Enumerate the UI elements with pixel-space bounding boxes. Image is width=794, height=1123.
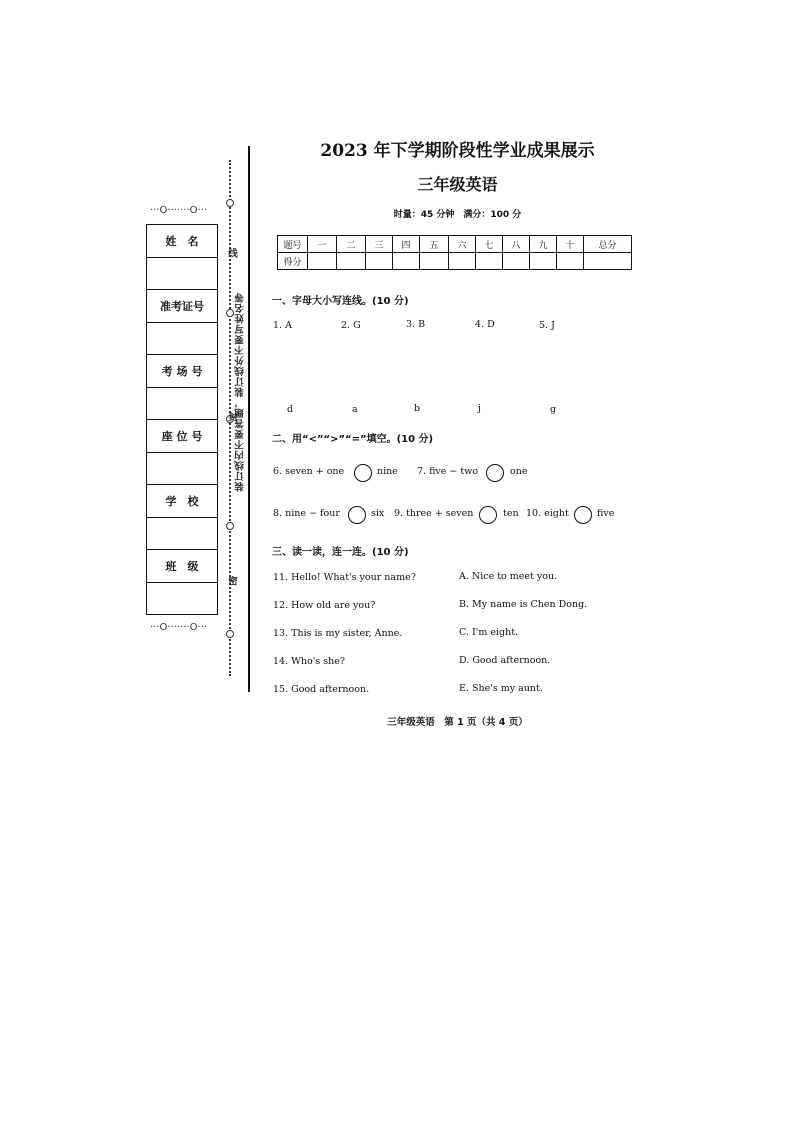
match-question: 14. Who's she? <box>273 656 345 667</box>
score-table-cell: 六 <box>449 236 476 253</box>
page-subtitle: 三年级英语 <box>417 175 498 194</box>
question-7-right: one <box>510 466 528 477</box>
question-10-right: five <box>597 508 615 519</box>
lower-letter-item: a <box>352 404 358 415</box>
score-entry-cell[interactable] <box>337 253 366 270</box>
binding-mark-seal: 封 <box>226 412 237 423</box>
upper-letter-item: 2. G <box>341 320 361 331</box>
score-table-cell: 四 <box>393 236 420 253</box>
score-table-cell: 题号 <box>278 236 308 253</box>
score-table-cell: 一 <box>308 236 337 253</box>
match-answer: B. My name is Chen Dong. <box>459 599 588 610</box>
score-entry-cell[interactable] <box>530 253 557 270</box>
field-room-label: 考 场 号 <box>147 355 217 388</box>
question-10-left: 10. eight <box>526 508 569 519</box>
score-entry-cell[interactable] <box>503 253 530 270</box>
score-table-cell: 七 <box>476 236 503 253</box>
binding-ring-icon <box>226 630 234 638</box>
lower-letter-item: b <box>414 403 421 414</box>
page-title: 2023 年下学期阶段性学业成果展示 <box>320 141 595 161</box>
field-school-input[interactable] <box>147 518 217 551</box>
section2-heading: 二、用“<”“>”“=”填空。(10 分) <box>272 434 434 445</box>
answer-circle[interactable] <box>479 506 497 524</box>
binding-mark-secret: 密 <box>226 576 237 587</box>
upper-letter-item: 5. J <box>539 320 555 331</box>
section3-heading: 三、读一读，连一连。(10 分) <box>272 547 409 558</box>
field-exam-id-input[interactable] <box>147 323 217 356</box>
field-room-input[interactable] <box>147 388 217 421</box>
upper-letter-item: 4. D <box>475 319 495 330</box>
field-class-label: 班 级 <box>147 550 217 583</box>
score-table-header-row <box>278 236 632 253</box>
score-table-cell: 三 <box>366 236 393 253</box>
field-name-input[interactable] <box>147 258 217 291</box>
score-table-cell: 二 <box>337 236 366 253</box>
field-exam-id-label: 准考证号 <box>147 290 217 323</box>
score-table-cell: 得分 <box>278 253 308 270</box>
field-class-input[interactable] <box>147 583 217 615</box>
binding-deco-top: ···O·······O··· <box>150 205 208 216</box>
score-entry-cell[interactable] <box>366 253 393 270</box>
lower-letter-item: j <box>478 403 481 414</box>
score-table-cell: 九 <box>530 236 557 253</box>
field-seat-label: 座 位 号 <box>147 420 217 453</box>
lower-letter-item: d <box>287 404 294 415</box>
match-question: 12. How old are you? <box>273 600 376 611</box>
score-entry-cell[interactable] <box>420 253 449 270</box>
upper-letter-item: 3. B <box>406 319 426 330</box>
lower-letter-item: g <box>550 404 557 415</box>
score-table-cell: 十 <box>557 236 584 253</box>
score-table-score-row <box>278 253 632 270</box>
student-info-box <box>146 224 218 615</box>
question-9-left: 9. three + seven <box>394 508 474 519</box>
upper-letter-item: 1. A <box>273 320 292 331</box>
score-table-cell: 五 <box>420 236 449 253</box>
answer-circle[interactable] <box>486 464 504 482</box>
question-8-left: 8. nine − four <box>273 508 340 519</box>
question-9-right: ten <box>503 508 519 519</box>
match-question: 15. Good afternoon. <box>273 684 370 695</box>
score-table <box>277 235 632 270</box>
section1-heading: 一、字母大小写连线。(10 分) <box>272 296 409 307</box>
match-question: 11. Hello! What's your name? <box>273 572 416 583</box>
score-entry-cell[interactable] <box>476 253 503 270</box>
answer-circle[interactable] <box>354 464 372 482</box>
binding-notice: 装订线内不要答题，装订线外不要写姓名等 <box>235 292 246 492</box>
binding-solid-line <box>248 146 250 692</box>
field-seat-input[interactable] <box>147 453 217 486</box>
field-school-label: 学 校 <box>147 485 217 518</box>
answer-circle[interactable] <box>348 506 366 524</box>
score-entry-cell[interactable] <box>557 253 584 270</box>
score-entry-cell[interactable] <box>584 253 632 270</box>
page-footer: 三年级英语 第 1 页（共 4 页） <box>387 717 528 728</box>
binding-ring-icon <box>226 199 234 207</box>
question-6-right: nine <box>377 466 398 477</box>
score-table-cell: 八 <box>503 236 530 253</box>
match-answer: D. Good afternoon. <box>459 655 551 666</box>
question-8-right: six <box>371 508 385 519</box>
question-7-left: 7. five − two <box>417 466 479 477</box>
score-entry-cell[interactable] <box>393 253 420 270</box>
question-6-left: 6. seven + one <box>273 466 345 477</box>
answer-circle[interactable] <box>574 506 592 524</box>
field-name-label: 姓 名 <box>147 225 217 258</box>
match-answer: E. She's my aunt. <box>459 683 543 694</box>
binding-deco-bottom: ···O·······O··· <box>150 622 208 633</box>
binding-ring-icon <box>226 522 234 530</box>
score-entry-cell[interactable] <box>308 253 337 270</box>
match-answer: C. I'm eight. <box>459 627 519 638</box>
match-answer: A. Nice to meet you. <box>459 571 558 582</box>
exam-meta: 时量：45 分钟 满分：100 分 <box>393 210 522 220</box>
binding-mark-line: 线 <box>226 248 237 259</box>
score-entry-cell[interactable] <box>449 253 476 270</box>
binding-ring-icon <box>226 309 234 317</box>
match-question: 13. This is my sister, Anne. <box>273 628 403 639</box>
score-table-cell: 总分 <box>584 236 632 253</box>
